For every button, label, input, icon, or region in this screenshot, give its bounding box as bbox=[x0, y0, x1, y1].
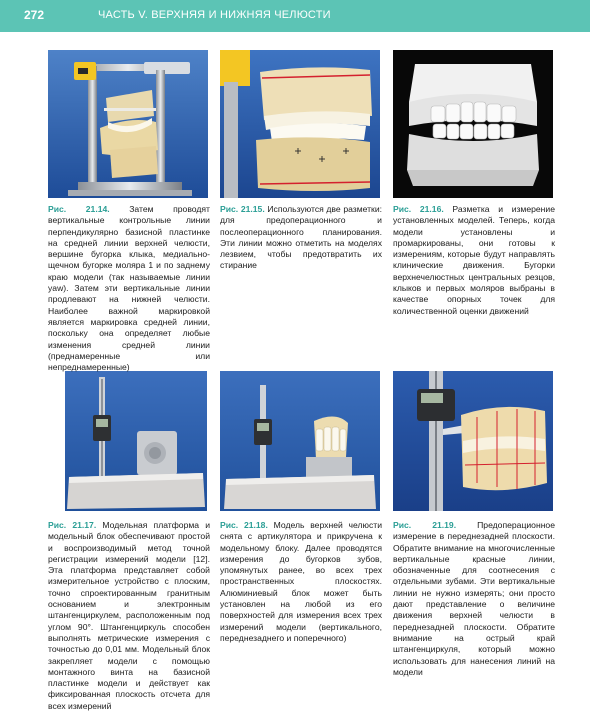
figure-21-18-text: Модель верхней челюсти снята с артикулятора и прикручена к модельному блоку. Далее проводятся измерения до бугорков зубов, упомянутых ранее, во всех трех пространственных плоскостях. Алюминиевый блок может быть установлен на любой из его поверхностей для измерения всех трех измерений модели (вертикального, переднезаднего и поперечного) bbox=[220, 520, 382, 643]
figure-21-15-caption bbox=[220, 204, 382, 272]
figure-21-17-photo bbox=[65, 371, 207, 511]
figure-21-18-photo bbox=[220, 371, 380, 511]
figure-21-17-caption bbox=[48, 520, 210, 712]
figure-21-18-label: Рис. 21.18. bbox=[220, 520, 268, 530]
figure-21-18-caption bbox=[220, 520, 382, 644]
figure-21-19-label: Рис. 21.19. bbox=[393, 520, 457, 530]
page-number: 272 bbox=[24, 8, 45, 22]
figure-21-14-text: Затем проводят вертикальные контрольные линии перпендикулярно базисной пластинке на средней линии верхней челюсти, вершине бугорка клыка, медиально-щечном бугорке моляра 1 и по заднему краю модели (так называемые линии yaw). Затем эти вертикальные линии продлевают на нижней челюсти. Наиболее важной маркировкой является маркировка средней линии, поскольку она определяет любые изменения средней линии (преднамеренные или непреднамеренные) bbox=[48, 204, 210, 373]
figure-21-16-caption bbox=[393, 204, 555, 317]
figure-21-14-photo bbox=[48, 50, 208, 198]
figure-21-19-photo bbox=[393, 371, 553, 511]
figure-21-17-text: Модельная платформа и модельный блок обеспечивают простой и воспроизводимый метод точной регистрации измерений модели [12]. Эта платформа представляет собой измерительное устройство с плоским, точно спроектированным гранитным основанием и электронным штангенциркулем, расположенным под углом 90°. Штангенциркуль способен выполнять метрические измерения с точностью до 0,01 мм. Модельный блок закрепляет модели с помощью монтажного винта на базисной пластинке модели и действует как фиксированная плоскость отсчета для всех измерений bbox=[48, 520, 210, 711]
figure-21-15-label: Рис. 21.15. bbox=[220, 204, 265, 214]
running-title: ЧАСТЬ V. ВЕРХНЯЯ И НИЖНЯЯ ЧЕЛЮСТИ bbox=[98, 9, 331, 21]
figure-21-14-caption bbox=[48, 204, 210, 373]
figure-21-14-label: Рис. 21.14. bbox=[48, 204, 110, 214]
figure-21-16-photo bbox=[393, 50, 553, 198]
figure-21-15-photo bbox=[220, 50, 380, 198]
figure-21-16-label: Рис. 21.16. bbox=[393, 204, 444, 214]
figure-21-19-caption bbox=[393, 520, 555, 678]
page-header bbox=[0, 0, 590, 32]
figure-21-19-text: Предоперационное измерение в переднезадней плоскости. Обратите внимание на многочисленные вертикальные красные линии, обозначенные для соотнесения с отдельными зубами. Эти вертикальные линии не нужно измерять; они просто дают представление о величине движения верхней челюсти в переднезадней плоскости. Обратите внимание на острый край штангенциркуля, который можно использовать для нанесения линий на модели bbox=[393, 520, 555, 677]
figure-21-16-text: Разметка и измерение установленных моделей. Теперь, когда модели установлены и промаркированы, они готовы к измерениям, которые будут направлять клинические движения. Бугорки верхнечелюстных центральных резцов, клыков и первых моляров выбраны в качестве опорных точек для количественной оценки движений bbox=[393, 204, 556, 316]
figure-21-17-label: Рис. 21.17. bbox=[48, 520, 97, 530]
figure-21-15-text: Используются две разметки: для предоперационного и послеоперационного планирования. Эти линии можно отметить на моделях лезвием, чтобы предотвратить их стирание bbox=[220, 204, 383, 271]
